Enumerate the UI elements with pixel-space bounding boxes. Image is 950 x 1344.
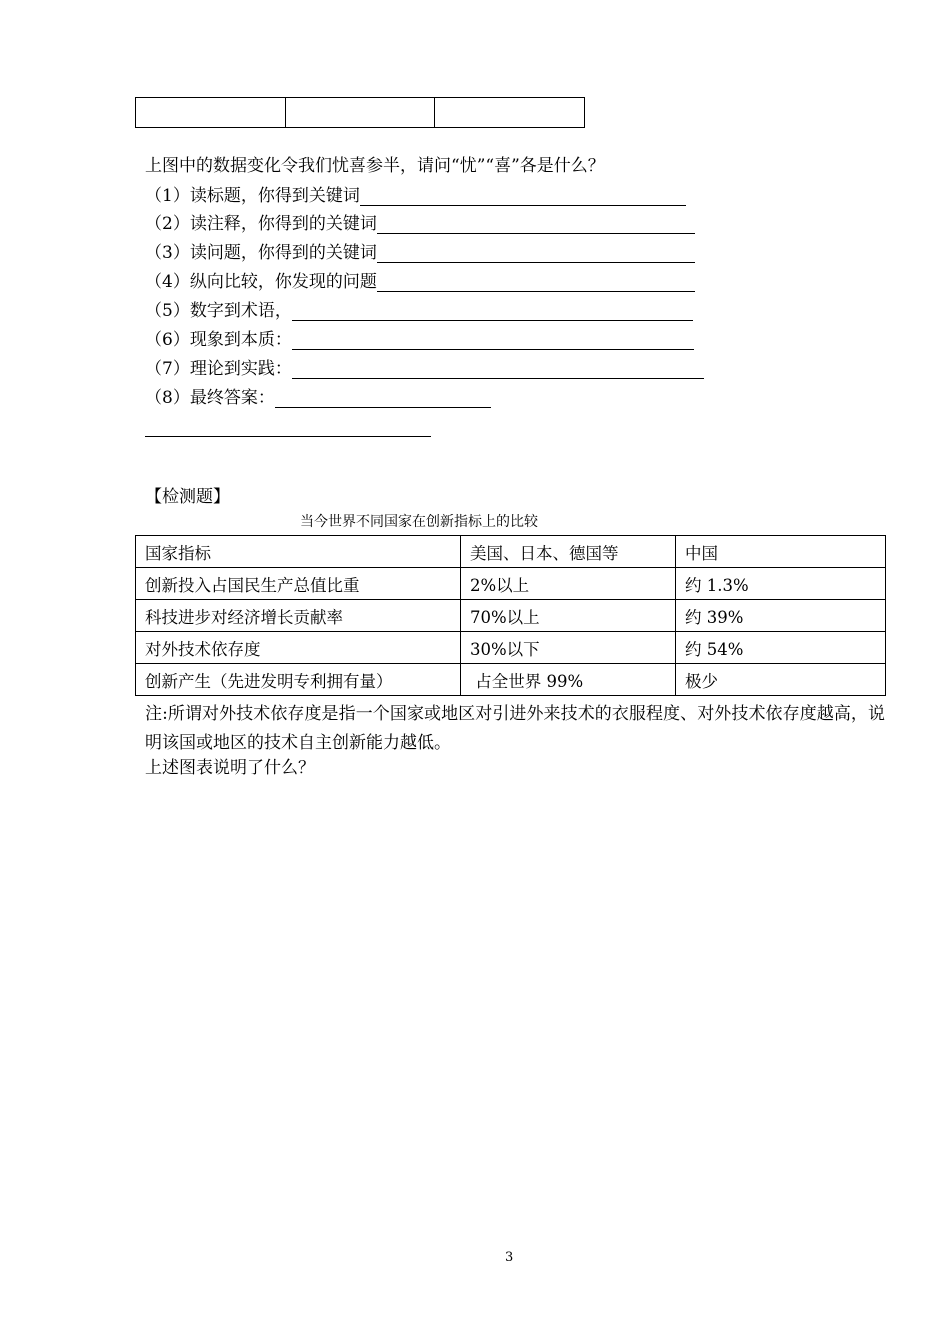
question-item: （7）理论到实践： [145, 359, 704, 379]
question-item: （8）最终答案： [145, 388, 491, 408]
blank-cell [136, 98, 286, 128]
table-cell: 对外技术依存度 [136, 632, 461, 664]
question-item: （2）读注释，你得到的关键词 [145, 214, 695, 234]
comparison-table [135, 535, 886, 696]
question-intro: 上图中的数据变化令我们忧喜参半，请问“忧”“喜”各是什么？ [145, 156, 605, 176]
answer-blank[interactable] [292, 302, 693, 321]
header-cell: 美国、日本、德国等 [461, 536, 676, 568]
answer-blank[interactable] [377, 215, 695, 234]
table-cell: 创新产生（先进发明专利拥有量） [136, 664, 461, 696]
page-number: 3 [505, 1250, 514, 1265]
answer-continuation-line[interactable] [145, 436, 431, 437]
table-cell: 占全世界 99% [461, 664, 676, 696]
table-caption: 当今世界不同国家在创新指标上的比较 [300, 514, 538, 530]
answer-blank[interactable] [360, 187, 686, 206]
table-cell: 约 39% [676, 600, 886, 632]
question-item: （3）读问题，你得到的关键词 [145, 243, 695, 263]
question-item: （4）纵向比较，你发现的问题 [145, 272, 695, 292]
table-cell: 科技进步对经济增长贡献率 [136, 600, 461, 632]
table-cell: 约 1.3% [676, 568, 886, 600]
table-cell: 约 54% [676, 632, 886, 664]
question-item: （1）读标题，你得到关键词 [145, 186, 686, 206]
blank-table [135, 97, 585, 128]
blank-cell [435, 98, 585, 128]
section-title: 【检测题】 [145, 487, 230, 507]
answer-blank[interactable] [292, 331, 694, 350]
table-cell: 70%以上 [461, 600, 676, 632]
table-row [136, 664, 886, 696]
answer-blank[interactable] [275, 389, 491, 408]
table-note: 注:所谓对外技术依存度是指一个国家或地区对引进外来技术的衣服程度、对外技术依存度越高，说明该国或地区的技术自主创新能力越低。 [145, 704, 885, 753]
table-cell: 30%以下 [461, 632, 676, 664]
table-cell: 创新投入占国民生产总值比重 [136, 568, 461, 600]
header-cell: 国家指标 [136, 536, 461, 568]
answer-blank[interactable] [292, 360, 704, 379]
table-header-row [136, 536, 886, 568]
test-question: 上述图表说明了什么？ [145, 758, 315, 778]
header-cell: 中国 [676, 536, 886, 568]
table-row [136, 568, 886, 600]
table-cell: 2%以上 [461, 568, 676, 600]
table-row [136, 600, 886, 632]
table-cell: 极少 [676, 664, 886, 696]
question-item: （6）现象到本质： [145, 330, 694, 350]
blank-cell [285, 98, 435, 128]
answer-blank[interactable] [377, 244, 695, 263]
question-item: （5）数字到术语， [145, 301, 693, 321]
answer-blank[interactable] [377, 273, 695, 292]
table-row [136, 632, 886, 664]
